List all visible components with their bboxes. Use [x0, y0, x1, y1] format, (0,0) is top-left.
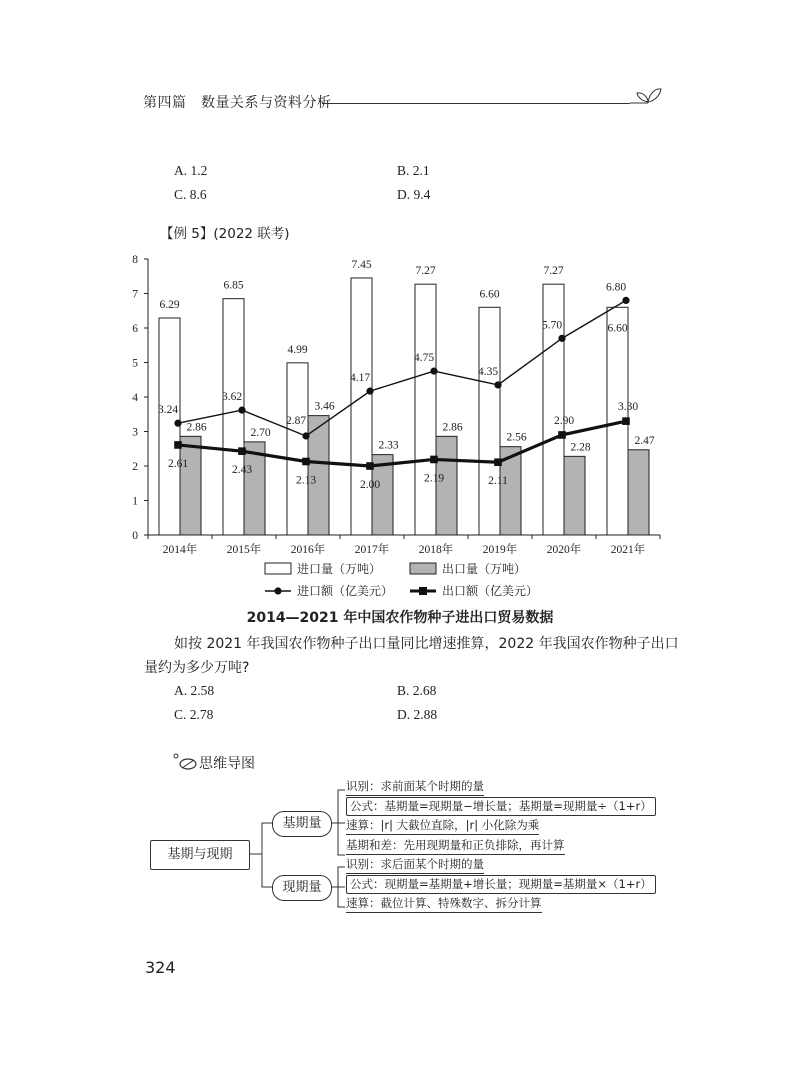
marker-import-amount: [238, 407, 245, 414]
bar-export-volume: [628, 450, 649, 535]
data-label-import-amount: 3.24: [157, 404, 179, 417]
data-label-export-volume: 2.86: [186, 421, 207, 434]
bar-import-volume: [287, 363, 308, 535]
data-label-import-volume: 7.27: [415, 265, 436, 278]
sprout-icon: [628, 80, 664, 106]
bar-import-volume: [223, 299, 244, 535]
y-tick-label: 0: [132, 530, 138, 542]
data-label-export-volume: 2.28: [570, 441, 591, 454]
mindmap-item: 速算：截位计算、特殊数字、拆分计算: [346, 895, 542, 913]
data-label-import-amount: 4.17: [349, 372, 371, 385]
question-text-line1: 如按 2021 年我国农作物种子出口量同比增速推算，2022 年我国农作物种子出口: [174, 636, 679, 652]
bar-export-volume: [180, 436, 201, 535]
prev-option-b[interactable]: B. 2.1: [397, 163, 430, 178]
data-label-export-volume: 2.47: [634, 434, 655, 447]
bar-import-volume: [479, 307, 500, 535]
marker-export-amount: [174, 441, 182, 449]
data-label-import-amount: 5.70: [541, 319, 563, 332]
data-label-import-volume: 6.60: [607, 322, 628, 335]
data-label-import-amount: 4.35: [477, 365, 499, 378]
chart-title: 2014—2021 年中国农作物种子进出口贸易数据: [246, 610, 554, 626]
data-label-export-amount: 2.19: [423, 472, 445, 485]
prev-option-c[interactable]: C. 8.6: [174, 187, 207, 202]
data-label-import-amount: 3.62: [221, 391, 243, 404]
data-label-export-amount: 3.30: [617, 401, 639, 414]
y-tick-label: 7: [132, 288, 138, 301]
y-tick-label: 6: [132, 323, 138, 335]
mindmap-item: 识别：求前面某个时期的量: [346, 778, 484, 796]
y-tick-label: 8: [132, 254, 138, 266]
marker-export-amount: [494, 458, 502, 466]
marker-import-amount: [622, 297, 629, 304]
legend-swatch: [410, 563, 436, 574]
option-a[interactable]: A. 2.58: [174, 683, 215, 698]
example-label: 【例 5】(2022 联考): [160, 226, 290, 242]
mindmap-root: 基期与现期: [150, 840, 250, 870]
trade-chart: [0, 240, 800, 610]
bar-export-volume: [564, 456, 585, 535]
data-label-import-amount: 2.87: [285, 414, 307, 427]
legend-marker: [274, 587, 281, 594]
bar-import-volume: [351, 278, 372, 535]
data-label-export-volume: 3.46: [314, 400, 335, 413]
x-tick-label: 2014年: [162, 544, 198, 556]
x-tick-label: 2016年: [290, 544, 326, 556]
data-label-export-amount: 2.13: [295, 474, 317, 487]
option-d[interactable]: D. 2.88: [397, 707, 438, 722]
x-tick-label: 2020年: [546, 544, 582, 556]
mindmap-item: 识别：求后面某个时期的量: [346, 856, 484, 874]
marker-export-amount: [238, 447, 246, 455]
marker-import-amount: [366, 388, 373, 395]
data-label-import-volume: 6.60: [479, 288, 500, 301]
x-tick-label: 2018年: [418, 544, 454, 556]
data-label-export-amount: 2.11: [488, 475, 508, 488]
mindmap-item: 公式：基期量=现期量−增长量；基期量=现期量÷（1+r）: [346, 797, 656, 816]
mindmap-branch-base: 基期量: [272, 811, 332, 837]
marker-export-amount: [430, 456, 438, 464]
y-tick-label: 5: [132, 357, 138, 370]
page-number: 324: [145, 958, 176, 977]
prev-option-d[interactable]: D. 9.4: [397, 187, 431, 202]
mindmap-heading: 思维导图: [199, 756, 255, 772]
legend-label: 出口额（亿美元）: [442, 584, 539, 598]
x-tick-label: 2021年: [610, 544, 646, 556]
marker-export-amount: [558, 431, 566, 439]
mindmap-item: 公式：现期量=基期量+增长量；现期量=基期量×（1+r）: [346, 875, 656, 894]
data-label-export-amount: 2.61: [167, 457, 189, 470]
header-rule: [322, 103, 630, 104]
mindmap-branch-current: 现期量: [272, 875, 332, 901]
legend-marker: [419, 587, 427, 595]
marker-import-amount: [174, 420, 181, 427]
bar-export-volume: [436, 436, 457, 535]
marker-import-amount: [558, 335, 565, 342]
marker-import-amount: [302, 432, 309, 439]
data-label-export-volume: 2.86: [442, 421, 463, 434]
data-label-export-amount: 2.90: [553, 414, 575, 427]
legend-label: 出口量（万吨）: [442, 562, 527, 576]
data-label-export-volume: 2.70: [250, 426, 271, 439]
mindmap-item: 基期和差：先用现期量和正负排除，再计算: [346, 837, 565, 855]
question-text-line2: 量约为多少万吨?: [144, 660, 250, 676]
y-tick-label: 2: [132, 461, 138, 473]
data-label-import-volume: 4.99: [287, 343, 308, 356]
marker-export-amount: [622, 417, 630, 425]
data-label-import-volume: 7.45: [351, 258, 372, 271]
data-label-import-volume: 7.27: [543, 265, 564, 278]
data-label-import-volume: 6.85: [223, 279, 244, 292]
option-c[interactable]: C. 2.78: [174, 707, 214, 722]
x-tick-label: 2017年: [354, 544, 390, 556]
prev-option-a[interactable]: A. 1.2: [174, 163, 208, 178]
pencil-icon: [173, 753, 197, 771]
bar-import-volume: [415, 284, 436, 535]
marker-export-amount: [366, 462, 374, 470]
chapter-header: 第四篇 数量关系与资料分析: [143, 95, 332, 111]
y-tick-label: 1: [132, 495, 138, 508]
data-label-import-amount: 6.80: [605, 281, 627, 294]
legend-label: 进口额（亿美元）: [297, 584, 394, 598]
marker-import-amount: [494, 381, 501, 388]
x-tick-label: 2015年: [226, 544, 262, 556]
data-label-export-volume: 2.33: [378, 439, 399, 452]
data-label-import-volume: 6.29: [159, 298, 180, 311]
data-label-export-amount: 2.00: [359, 479, 381, 491]
legend-swatch: [265, 563, 291, 574]
data-label-export-volume: 2.56: [506, 431, 527, 444]
option-b[interactable]: B. 2.68: [397, 683, 437, 698]
y-tick-label: 4: [132, 392, 138, 404]
legend-label: 进口量（万吨）: [297, 562, 382, 576]
marker-import-amount: [430, 368, 437, 375]
mindmap-item: 速算：|r| 大截位直除，|r| 小化除为乘: [346, 817, 539, 835]
data-label-export-amount: 2.43: [231, 464, 253, 477]
y-tick-label: 3: [132, 426, 138, 439]
marker-export-amount: [302, 458, 310, 466]
data-label-import-amount: 4.75: [413, 352, 435, 365]
x-tick-label: 2019年: [482, 544, 518, 556]
